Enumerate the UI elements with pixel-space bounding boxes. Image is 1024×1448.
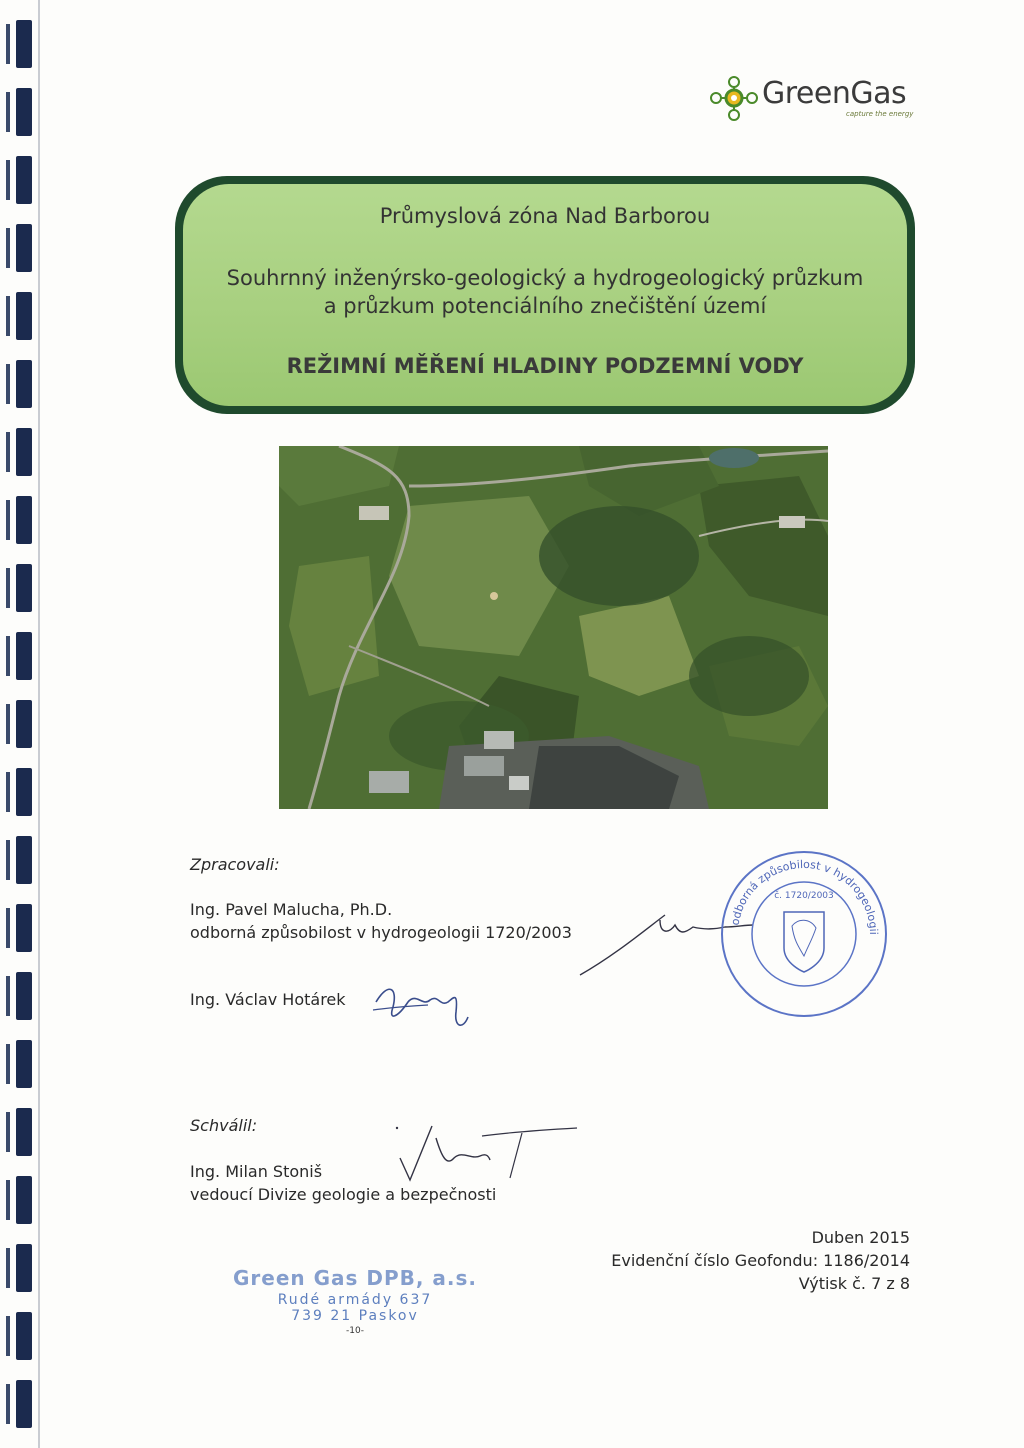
qualification-stamp [718,848,890,1020]
binding-ring [4,88,36,136]
binding-ring [4,1040,36,1088]
binding-ring [4,428,36,476]
logo-name: GreenGas [762,76,907,111]
copy-number: Výtisk č. 7 z 8 [798,1274,910,1293]
person1-name: Ing. Pavel Malucha, Ph.D. [190,900,393,919]
logo-tagline: capture the energy [846,110,914,118]
processed-heading: Zpracovali: [190,855,280,874]
signature-stonis [392,1118,582,1198]
binding-ring [4,836,36,884]
company-stamp [225,1266,485,1336]
aerial-photo-image [279,446,828,809]
binding-ring [4,768,36,816]
binding-ring [4,1176,36,1224]
greengas-logo [706,74,926,124]
report-title: REŽIMNÍ MĚŘENÍ HLADINY PODZEMNÍ VODY [286,354,804,378]
binding-ring [4,224,36,272]
geofond-number: Evidenční číslo Geofondu: 1186/2014 [611,1251,910,1270]
binding-ring [4,904,36,952]
binding-ring [4,1380,36,1428]
report-date: Duben 2015 [811,1228,910,1247]
approver-role: vedoucí Divize geologie a bezpečnosti [190,1185,497,1204]
person2-name: Ing. Václav Hotárek [190,990,346,1009]
stamp-number: č. 1720/2003 [774,891,834,901]
greengas-logo-icon [706,74,762,124]
binding-ring [4,1312,36,1360]
binding-ring [4,292,36,340]
binding-ring [4,632,36,680]
binding-ring [4,1108,36,1156]
stamp-ring-text: odborná způsobilost v hydrogeologii [728,857,881,935]
binding-ring [4,564,36,612]
company-city: 739 21 Paskov [291,1308,419,1324]
approver-name: Ing. Milan Stoniš [190,1162,323,1181]
survey-description [183,264,907,320]
survey-description-line-2: a průzkum potenciálního znečištění území [323,294,767,318]
binding-ring [4,700,36,748]
binding-edge [38,0,40,1448]
binding-ring [4,1244,36,1292]
project-title: Průmyslová zóna Nad Barborou [379,204,711,228]
approved-heading: Schválil: [190,1116,258,1135]
company-street: Rudé armády 637 [277,1292,433,1308]
survey-description-line-1: Souhrnný inženýrsko-geologický a hydrogeologický průzkum [226,266,864,290]
page-number: -10- [346,1326,364,1336]
aerial-photo [279,446,828,809]
binding-ring [4,496,36,544]
company-name: Green Gas DPB, a.s. [232,1266,478,1290]
title-banner-inner [183,184,907,406]
coat-of-arms-icon [784,912,824,972]
binding-ring [4,360,36,408]
binding-ring [4,20,36,68]
binding-ring [4,972,36,1020]
title-banner [175,176,915,414]
person1-qualification: odborná způsobilost v hydrogeologii 1720/2003 [190,923,572,942]
signature-hotarek [368,972,478,1032]
binding-ring [4,156,36,204]
